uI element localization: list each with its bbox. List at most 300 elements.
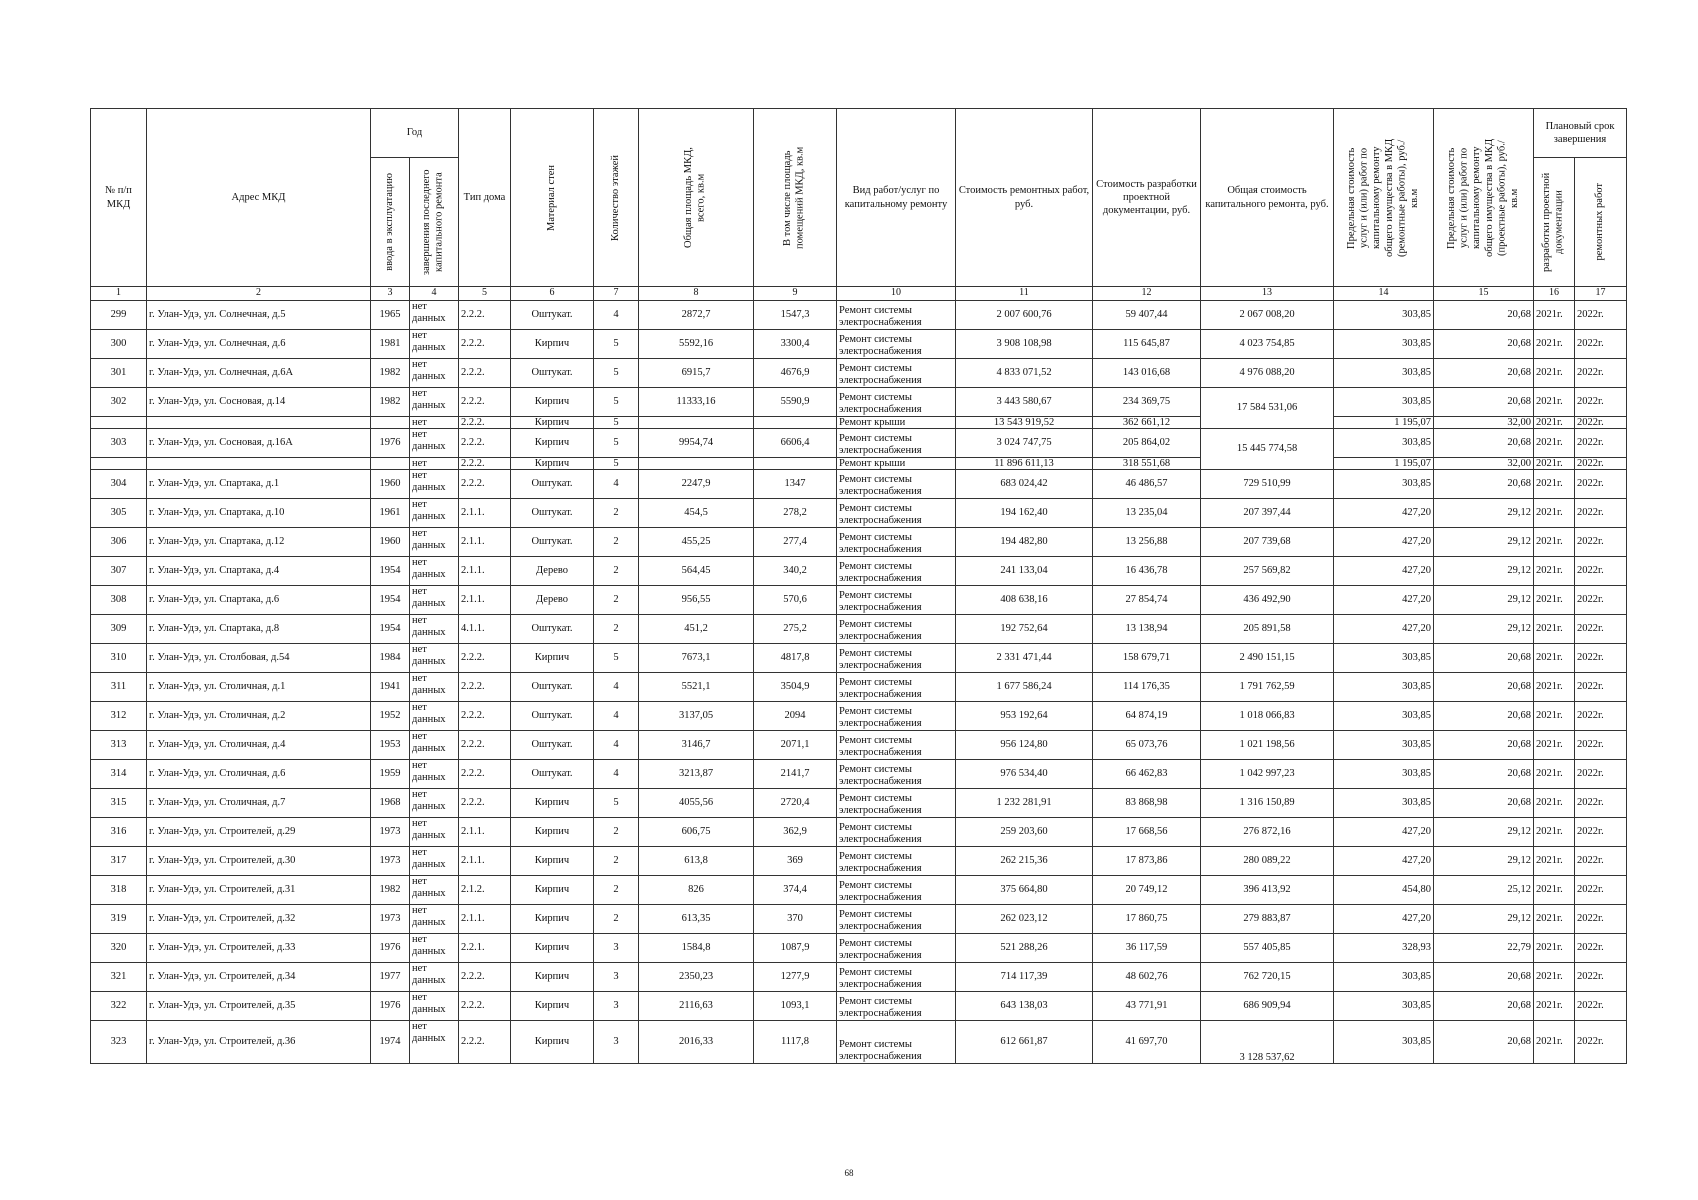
cell-limit-design: 25,12 [1434,875,1534,904]
cell-total-cost: 1 316 150,89 [1201,788,1334,817]
cell-design-cost: 59 407,44 [1093,300,1201,329]
header-year-last-repair: завершения последнего капитального ремонта [410,158,459,287]
cell-floors: 5 [594,457,639,469]
cell-repair-cost: 612 661,87 [956,1020,1093,1063]
cell-floors: 5 [594,428,639,457]
cell-limit-design: 29,12 [1434,614,1534,643]
cell-limit-design: 20,68 [1434,469,1534,498]
cell-year: 1960 [371,527,410,556]
cell-year: 1959 [371,759,410,788]
cell-house-type: 2.1.1. [459,556,511,585]
cell-design-cost: 64 874,19 [1093,701,1201,730]
cell-total-cost: 207 739,68 [1201,527,1334,556]
cell-total-cost: 279 883,87 [1201,904,1334,933]
table-row [91,904,1627,933]
cell-work-type: Ремонт системы электроснабжения [837,701,956,730]
cell-floors: 2 [594,904,639,933]
cell-limit-repair: 303,85 [1334,387,1434,416]
cell-total-cost: 557 405,85 [1201,933,1334,962]
cell-repair-cost: 714 117,39 [956,962,1093,991]
cell-total-area: 2872,7 [639,300,754,329]
cell-last-repair: нет данных [410,329,459,358]
cell-premises-area: 1117,8 [754,1020,837,1063]
cell-total-cost: 2 490 151,15 [1201,643,1334,672]
table-row [91,788,1627,817]
cell-house-type: 2.2.2. [459,387,511,416]
cell-repair-cost: 956 124,80 [956,730,1093,759]
table-row [91,643,1627,672]
cell-year: 1976 [371,991,410,1020]
cell-house-type: 2.2.2. [459,358,511,387]
cell-address: г. Улан-Удэ, ул. Спартака, д.12 [147,527,371,556]
cell-premises-area: 1547,3 [754,300,837,329]
cell-house-type: 2.1.2. [459,875,511,904]
cell-limit-repair: 303,85 [1334,730,1434,759]
cell-house-type: 2.2.2. [459,329,511,358]
cell-material: Кирпич [511,416,594,428]
cell-address [147,457,371,469]
table-row [91,962,1627,991]
table-row [91,933,1627,962]
cell-term-repair: 2022г. [1575,416,1627,428]
cell-total-area: 606,75 [639,817,754,846]
cell-term-design: 2021г. [1534,701,1575,730]
cell-term-design: 2021г. [1534,387,1575,416]
cell-repair-cost: 262 215,36 [956,846,1093,875]
cell-address: г. Улан-Удэ, ул. Спартака, д.4 [147,556,371,585]
cell-premises-area: 369 [754,846,837,875]
cell-address: г. Улан-Удэ, ул. Столбовая, д.54 [147,643,371,672]
cell-work-type: Ремонт системы электроснабжения [837,498,956,527]
cell-total-cost: 4 023 754,85 [1201,329,1334,358]
cell-repair-cost: 683 024,42 [956,469,1093,498]
cell-number: 301 [91,358,147,387]
cell-work-type: Ремонт системы электроснабжения [837,933,956,962]
cell-design-cost: 65 073,76 [1093,730,1201,759]
cell-address: г. Улан-Удэ, ул. Спартака, д.1 [147,469,371,498]
cell-term-repair: 2022г. [1575,759,1627,788]
cell-limit-design: 20,68 [1434,643,1534,672]
cell-term-repair: 2022г. [1575,643,1627,672]
cell-number: 307 [91,556,147,585]
cell-design-cost: 13 138,94 [1093,614,1201,643]
cell-year: 1953 [371,730,410,759]
cell-number: 311 [91,672,147,701]
cell-work-type: Ремонт системы электроснабжения [837,962,956,991]
cell-premises-area [754,416,837,428]
cell-term-design: 2021г. [1534,759,1575,788]
cell-address: г. Улан-Удэ, ул. Строителей, д.32 [147,904,371,933]
cell-floors: 5 [594,387,639,416]
cell-floors: 2 [594,585,639,614]
cell-term-design: 2021г. [1534,428,1575,457]
cell-total-area: 9954,74 [639,428,754,457]
cell-material: Кирпич [511,387,594,416]
cell-limit-repair: 427,20 [1334,904,1434,933]
cell-year: 1961 [371,498,410,527]
cell-house-type: 2.2.2. [459,469,511,498]
cell-total-area: 7673,1 [639,643,754,672]
cell-total-area: 3146,7 [639,730,754,759]
cell-design-cost: 362 661,12 [1093,416,1201,428]
cell-total-area: 4055,56 [639,788,754,817]
header-limit-repair: Предельная стоимость услуг и (или) работ по капитальному ремонту общего имущества в МКД (ремонтные работы), руб./кв.м [1334,109,1434,287]
cell-limit-design: 20,68 [1434,300,1534,329]
cell-number: 314 [91,759,147,788]
header-term-repair: ремонтных работ [1575,158,1627,287]
cell-work-type: Ремонт системы электроснабжения [837,428,956,457]
cell-last-repair: нет данных [410,387,459,416]
cell-total-area: 826 [639,875,754,904]
cell-year: 1976 [371,428,410,457]
cell-last-repair: нет данных [410,991,459,1020]
cell-floors: 2 [594,498,639,527]
cell-term-design: 2021г. [1534,614,1575,643]
header-house-type: Тип дома [459,109,511,287]
cell-floors: 5 [594,329,639,358]
header-year: Год [371,109,459,158]
table-row [91,300,1627,329]
cell-total-cost: 280 089,22 [1201,846,1334,875]
cell-work-type: Ремонт системы электроснабжения [837,904,956,933]
cell-total-area: 6915,7 [639,358,754,387]
cell-total-cost: 257 569,82 [1201,556,1334,585]
cell-work-type: Ремонт системы электроснабжения [837,358,956,387]
cell-total-cost: 729 510,99 [1201,469,1334,498]
cell-total-cost: 396 413,92 [1201,875,1334,904]
cell-year: 1954 [371,614,410,643]
header-term-design: разработки проектной документации [1534,158,1575,287]
cell-last-repair: нет данных [410,300,459,329]
cell-number: 303 [91,428,147,457]
cell-premises-area: 1277,9 [754,962,837,991]
capital-repair-table [90,108,1627,1064]
cell-term-repair: 2022г. [1575,527,1627,556]
cell-last-repair: нет данных [410,672,459,701]
cell-number: 299 [91,300,147,329]
cell-design-cost: 318 551,68 [1093,457,1201,469]
cell-premises-area: 1347 [754,469,837,498]
cell-address: г. Улан-Удэ, ул. Спартака, д.10 [147,498,371,527]
cell-last-repair: нет данных [410,498,459,527]
cell-limit-repair: 303,85 [1334,701,1434,730]
table-row [91,585,1627,614]
cell-repair-cost: 194 162,40 [956,498,1093,527]
cell-design-cost: 48 602,76 [1093,962,1201,991]
cell-repair-cost: 3 024 747,75 [956,428,1093,457]
cell-premises-area: 4676,9 [754,358,837,387]
cell-term-repair: 2022г. [1575,875,1627,904]
cell-limit-design: 20,68 [1434,991,1534,1020]
cell-total-cost: 436 492,90 [1201,585,1334,614]
cell-premises-area: 374,4 [754,875,837,904]
cell-address: г. Улан-Удэ, ул. Строителей, д.34 [147,962,371,991]
cell-number: 321 [91,962,147,991]
cell-repair-cost: 521 288,26 [956,933,1093,962]
cell-year [371,457,410,469]
cell-design-cost: 36 117,59 [1093,933,1201,962]
cell-term-design: 2021г. [1534,904,1575,933]
cell-total-cost: 4 976 088,20 [1201,358,1334,387]
cell-number: 304 [91,469,147,498]
cell-limit-design: 29,12 [1434,904,1534,933]
column-number: 7 [594,287,639,301]
header-repair-cost: Стоимость ремонтных работ, руб. [956,109,1093,287]
cell-number: 315 [91,788,147,817]
cell-limit-design: 29,12 [1434,527,1534,556]
cell-term-design: 2021г. [1534,1020,1575,1063]
cell-limit-repair: 427,20 [1334,585,1434,614]
column-number: 1 [91,287,147,301]
cell-term-repair: 2022г. [1575,585,1627,614]
cell-limit-repair: 427,20 [1334,527,1434,556]
cell-number: 313 [91,730,147,759]
cell-design-cost: 16 436,78 [1093,556,1201,585]
cell-term-design: 2021г. [1534,933,1575,962]
cell-floors: 5 [594,358,639,387]
cell-year: 1982 [371,358,410,387]
table-row [91,614,1627,643]
cell-limit-design: 20,68 [1434,1020,1534,1063]
cell-term-design: 2021г. [1534,329,1575,358]
cell-number: 319 [91,904,147,933]
cell-premises-area: 277,4 [754,527,837,556]
cell-work-type: Ремонт системы электроснабжения [837,788,956,817]
cell-house-type: 2.2.2. [459,643,511,672]
cell-term-design: 2021г. [1534,498,1575,527]
table-row [91,527,1627,556]
cell-number: 300 [91,329,147,358]
cell-term-repair: 2022г. [1575,498,1627,527]
cell-year: 1973 [371,904,410,933]
cell-last-repair: нет данных [410,962,459,991]
cell-term-design: 2021г. [1534,672,1575,701]
cell-work-type: Ремонт системы электроснабжения [837,643,956,672]
cell-limit-design: 29,12 [1434,846,1534,875]
cell-last-repair: нет данных [410,643,459,672]
cell-material: Кирпич [511,904,594,933]
cell-design-cost: 13 235,04 [1093,498,1201,527]
cell-floors: 2 [594,875,639,904]
cell-address: г. Улан-Удэ, ул. Солнечная, д.6 [147,329,371,358]
cell-house-type: 2.1.1. [459,904,511,933]
cell-premises-area: 278,2 [754,498,837,527]
cell-year: 1974 [371,1020,410,1063]
cell-design-cost: 41 697,70 [1093,1020,1201,1063]
cell-term-design: 2021г. [1534,817,1575,846]
cell-repair-cost: 375 664,80 [956,875,1093,904]
cell-address: г. Улан-Удэ, ул. Строителей, д.30 [147,846,371,875]
cell-house-type: 2.1.1. [459,817,511,846]
table-row [91,672,1627,701]
header-planned-term: Плановый срок завершения [1534,109,1627,158]
cell-house-type: 4.1.1. [459,614,511,643]
cell-design-cost: 83 868,98 [1093,788,1201,817]
table-row [91,875,1627,904]
cell-floors: 4 [594,300,639,329]
cell-total-area: 454,5 [639,498,754,527]
cell-limit-repair: 303,85 [1334,991,1434,1020]
cell-total-area: 564,45 [639,556,754,585]
cell-limit-design: 20,68 [1434,759,1534,788]
cell-limit-repair: 303,85 [1334,962,1434,991]
cell-total-area: 5592,16 [639,329,754,358]
cell-term-design: 2021г. [1534,991,1575,1020]
header-year-commission: ввода в эксплуатацию [371,158,410,287]
cell-term-design: 2021г. [1534,730,1575,759]
table-row [91,498,1627,527]
table-row [91,1020,1627,1063]
cell-last-repair: нет данных [410,701,459,730]
cell-work-type: Ремонт системы электроснабжения [837,585,956,614]
cell-premises-area: 2141,7 [754,759,837,788]
cell-repair-cost: 11 896 611,13 [956,457,1093,469]
cell-design-cost: 27 854,74 [1093,585,1201,614]
cell-premises-area: 370 [754,904,837,933]
cell-material: Кирпич [511,428,594,457]
cell-total-area: 11333,16 [639,387,754,416]
cell-floors: 4 [594,672,639,701]
cell-material: Оштукат. [511,498,594,527]
cell-limit-repair: 328,93 [1334,933,1434,962]
cell-total-area: 1584,8 [639,933,754,962]
cell-repair-cost: 2 007 600,76 [956,300,1093,329]
column-number: 6 [511,287,594,301]
cell-term-repair: 2022г. [1575,672,1627,701]
cell-limit-design: 20,68 [1434,962,1534,991]
cell-total-cost: 205 891,58 [1201,614,1334,643]
cell-limit-design: 20,68 [1434,387,1534,416]
cell-last-repair: нет [410,416,459,428]
cell-year [371,416,410,428]
header-design-cost: Стоимость разработки проектной документации, руб. [1093,109,1201,287]
cell-last-repair: нет данных [410,817,459,846]
cell-material: Оштукат. [511,300,594,329]
cell-material: Оштукат. [511,614,594,643]
cell-house-type: 2.1.1. [459,846,511,875]
cell-material: Оштукат. [511,759,594,788]
cell-year: 1976 [371,933,410,962]
cell-term-repair: 2022г. [1575,329,1627,358]
cell-house-type: 2.1.1. [459,585,511,614]
cell-floors: 2 [594,614,639,643]
cell-limit-design: 20,68 [1434,358,1534,387]
cell-number: 310 [91,643,147,672]
cell-address: г. Улан-Удэ, ул. Строителей, д.29 [147,817,371,846]
cell-work-type: Ремонт системы электроснабжения [837,730,956,759]
cell-repair-cost: 241 133,04 [956,556,1093,585]
cell-last-repair: нет данных [410,759,459,788]
cell-design-cost: 115 645,87 [1093,329,1201,358]
cell-work-type: Ремонт системы электроснабжения [837,672,956,701]
cell-term-design: 2021г. [1534,788,1575,817]
column-number: 12 [1093,287,1201,301]
cell-total-cost: 2 067 008,20 [1201,300,1334,329]
cell-limit-repair: 303,85 [1334,643,1434,672]
cell-house-type: 2.2.2. [459,457,511,469]
cell-floors: 3 [594,991,639,1020]
cell-address: г. Улан-Удэ, ул. Строителей, д.33 [147,933,371,962]
header-address: Адрес МКД [147,109,371,287]
cell-year: 1984 [371,643,410,672]
cell-house-type: 2.2.2. [459,788,511,817]
cell-term-repair: 2022г. [1575,457,1627,469]
page-number: 68 [844,1168,854,1178]
cell-total-area: 956,55 [639,585,754,614]
cell-work-type: Ремонт системы электроснабжения [837,759,956,788]
cell-term-repair: 2022г. [1575,788,1627,817]
cell-premises-area: 5590,9 [754,387,837,416]
cell-repair-cost: 643 138,03 [956,991,1093,1020]
cell-design-cost: 143 016,68 [1093,358,1201,387]
table-row [91,416,1627,428]
cell-total-area: 451,2 [639,614,754,643]
cell-limit-repair: 427,20 [1334,556,1434,585]
cell-work-type: Ремонт системы электроснабжения [837,1020,956,1063]
column-number: 11 [956,287,1093,301]
cell-material: Оштукат. [511,730,594,759]
cell-house-type: 2.2.2. [459,701,511,730]
header-wall-material: Материал стен [511,109,594,287]
table-row [91,358,1627,387]
header-limit-design: Предельная стоимость услуг и (или) работ по капитальному ремонту общего имущества в МКД (проектные работы), руб./кв.м [1434,109,1534,287]
cell-floors: 2 [594,817,639,846]
cell-number: 308 [91,585,147,614]
cell-repair-cost: 976 534,40 [956,759,1093,788]
cell-limit-design: 29,12 [1434,556,1534,585]
cell-term-design: 2021г. [1534,416,1575,428]
cell-year: 1965 [371,300,410,329]
column-number: 9 [754,287,837,301]
cell-total-cost: 17 584 531,06 [1201,387,1334,428]
cell-number: 312 [91,701,147,730]
header-floors: Количество этажей [594,109,639,287]
cell-premises-area: 2720,4 [754,788,837,817]
cell-total-area: 5521,1 [639,672,754,701]
cell-year: 1954 [371,585,410,614]
cell-year: 1977 [371,962,410,991]
cell-year: 1982 [371,875,410,904]
table-row [91,730,1627,759]
cell-material: Оштукат. [511,358,594,387]
cell-floors: 3 [594,962,639,991]
cell-house-type: 2.2.2. [459,300,511,329]
cell-limit-repair: 427,20 [1334,817,1434,846]
cell-term-repair: 2022г. [1575,933,1627,962]
cell-limit-repair: 303,85 [1334,358,1434,387]
cell-repair-cost: 13 543 919,52 [956,416,1093,428]
cell-limit-repair: 427,20 [1334,846,1434,875]
cell-address: г. Улан-Удэ, ул. Строителей, д.31 [147,875,371,904]
cell-limit-repair: 303,85 [1334,1020,1434,1063]
cell-limit-design: 20,68 [1434,730,1534,759]
cell-total-area: 3213,87 [639,759,754,788]
cell-premises-area: 2094 [754,701,837,730]
column-number-row [91,287,1627,301]
cell-term-repair: 2022г. [1575,701,1627,730]
cell-last-repair: нет данных [410,1020,459,1063]
cell-floors: 5 [594,416,639,428]
cell-work-type: Ремонт системы электроснабжения [837,846,956,875]
cell-material: Оштукат. [511,469,594,498]
cell-repair-cost: 4 833 071,52 [956,358,1093,387]
cell-total-area [639,457,754,469]
cell-term-repair: 2022г. [1575,614,1627,643]
cell-design-cost: 17 873,86 [1093,846,1201,875]
cell-limit-design: 32,00 [1434,416,1534,428]
cell-total-area: 613,35 [639,904,754,933]
cell-material: Кирпич [511,933,594,962]
